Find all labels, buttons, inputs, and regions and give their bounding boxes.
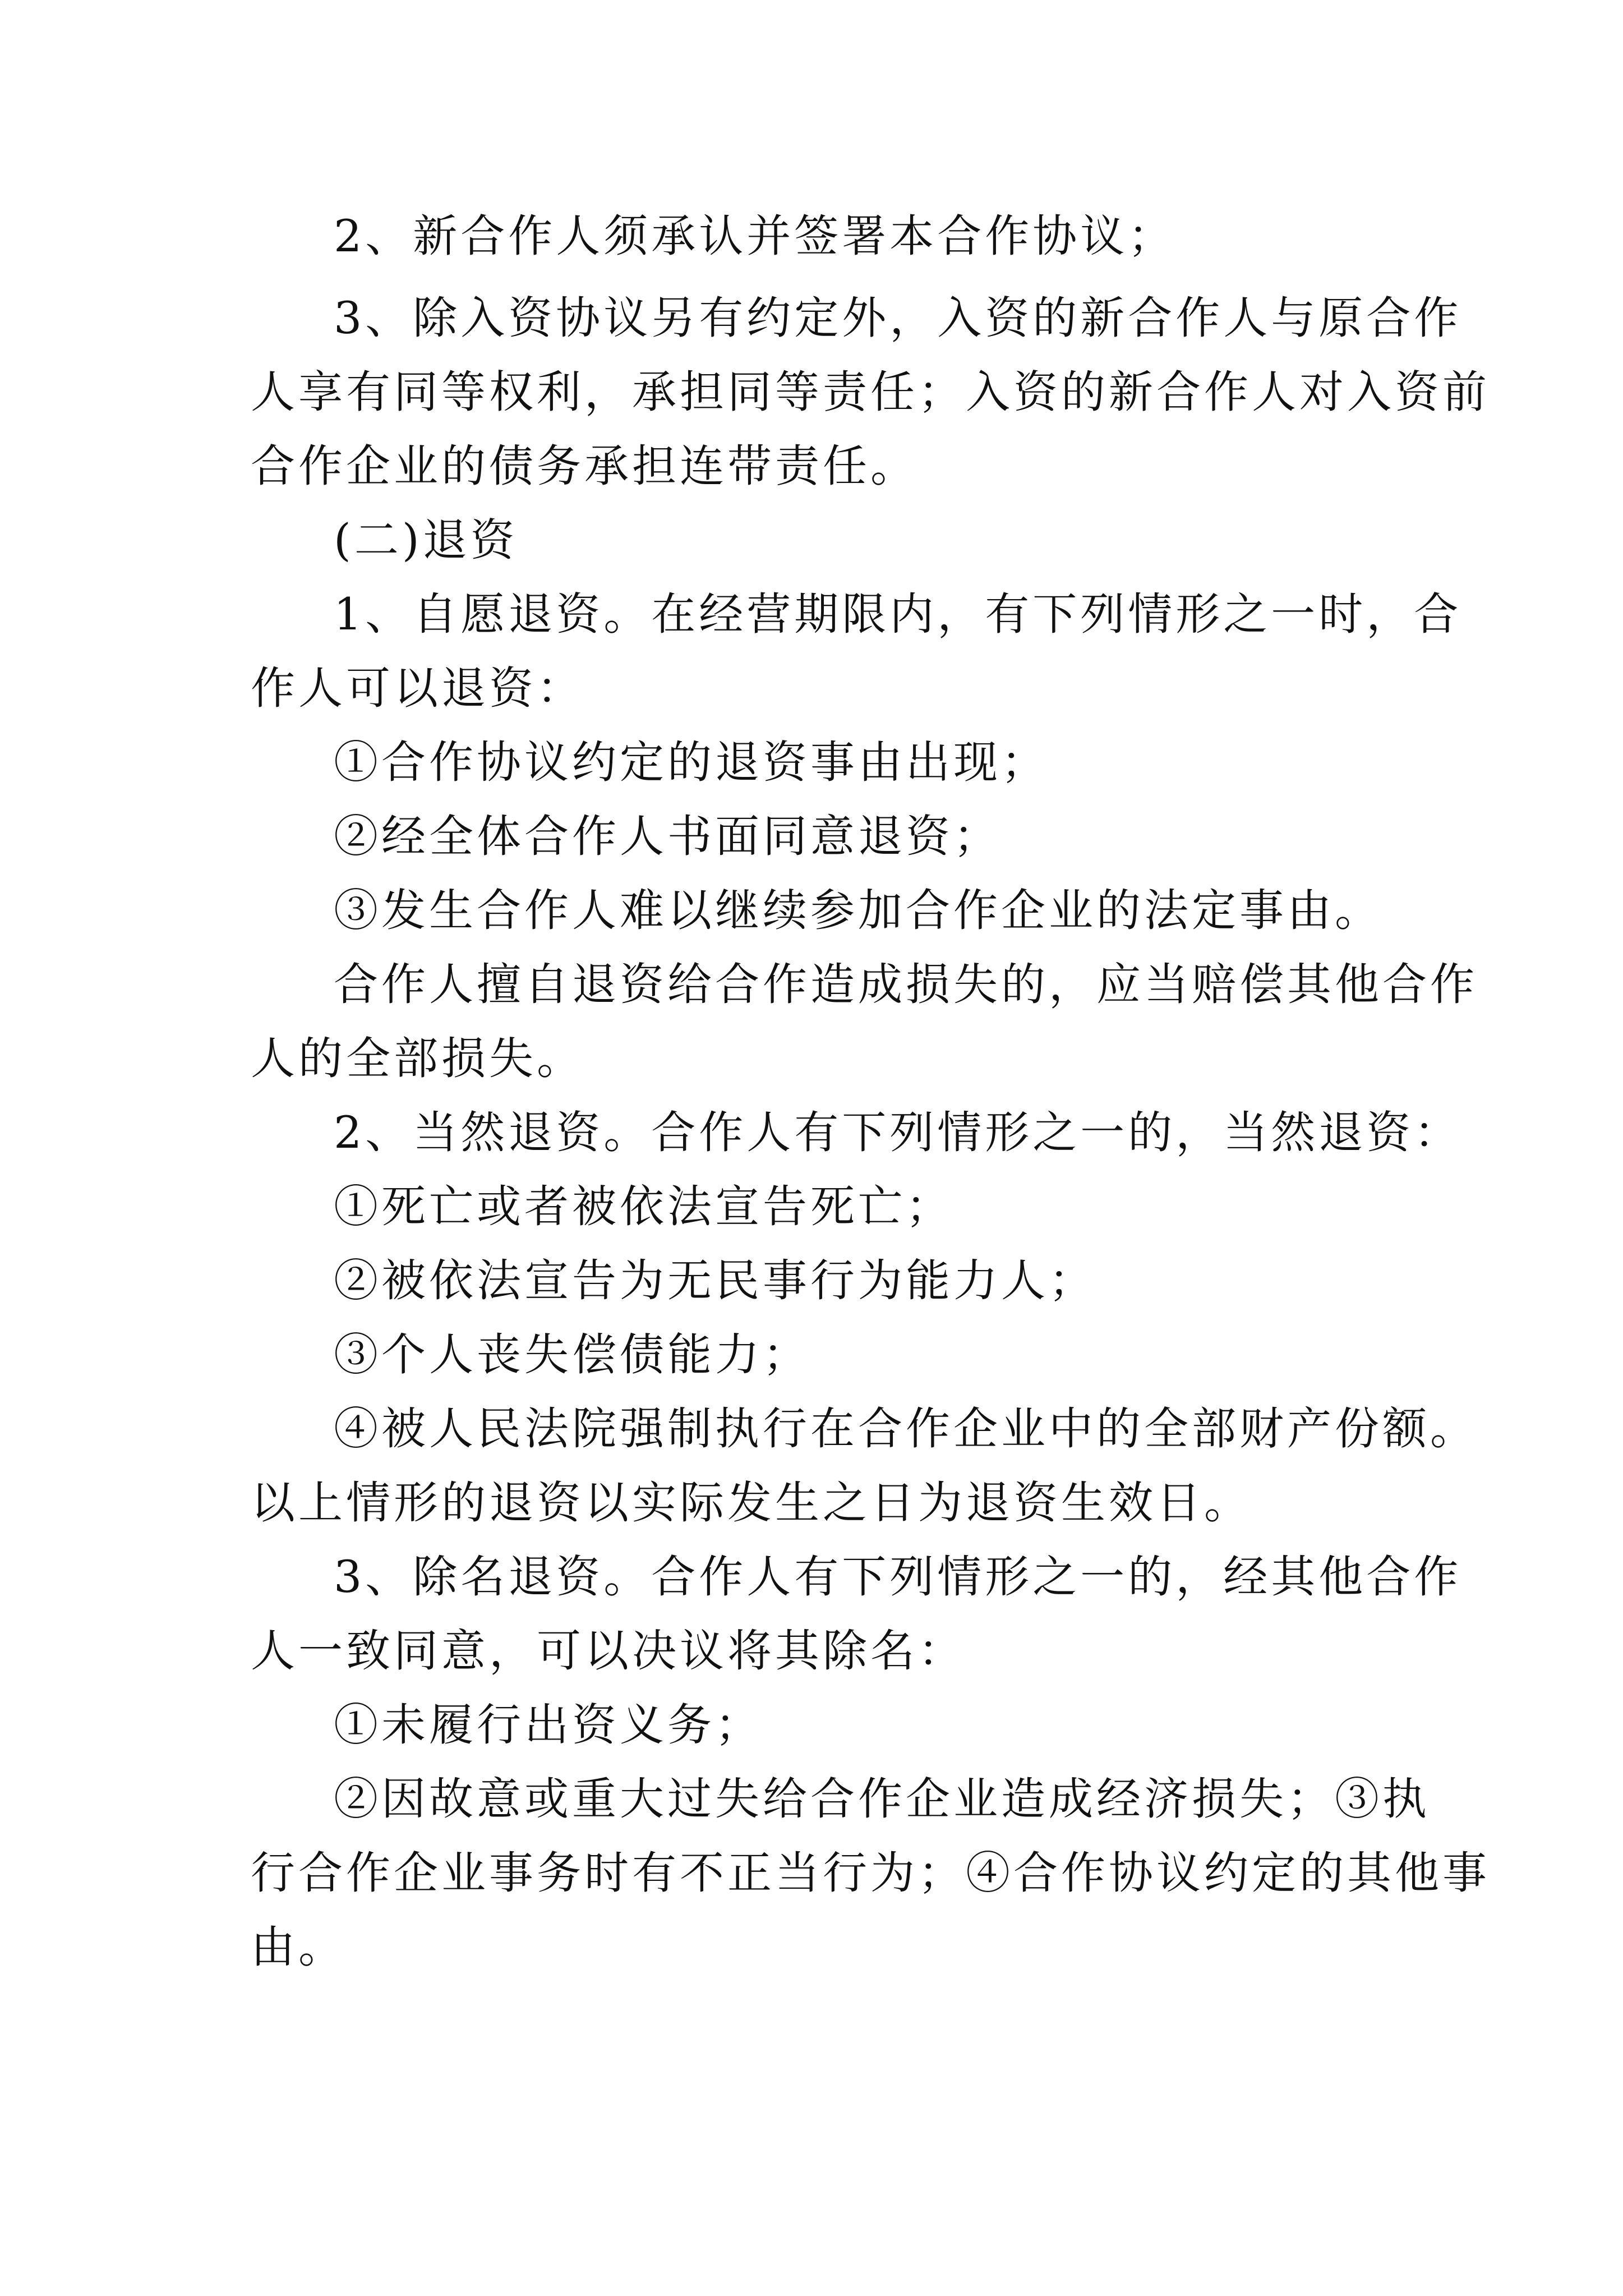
paragraph-line: 人一致同意，可以决议将其除名：	[251, 1625, 966, 1677]
paragraph-line: 行合作企业事务时有不正当行为；④合作协议约定的其他事	[251, 1847, 1490, 1899]
list-item: ①合作协议约定的退资事由出现；	[334, 737, 1049, 788]
paragraph-line: 3、除名退资。合作人有下列情形之一的，经其他合作	[334, 1551, 1462, 1603]
document-body	[251, 199, 1490, 1984]
paragraph-line: 合作企业的债务承担连带责任。	[251, 440, 918, 492]
paragraph-line: 人享有同等权利，承担同等责任；入资的新合作人对入资前	[251, 366, 1490, 418]
list-item: ②经全体合作人书面同意退资；	[334, 811, 1001, 862]
list-item: ②被依法宣告为无民事行为能力人；	[334, 1255, 1096, 1306]
list-item: ①未履行出资义务；	[334, 1699, 763, 1751]
list-item: ①死亡或者被依法宣告死亡；	[334, 1181, 953, 1232]
section-heading: (二)退资	[334, 514, 518, 566]
paragraph-line: 人的全部损失。	[251, 1033, 584, 1084]
paragraph-line: 2、新合作人须承认并签署本合作协议；	[334, 210, 1176, 262]
paragraph-line: 合作人擅自退资给合作造成损失的，应当赔偿其他合作	[334, 959, 1478, 1010]
paragraph-line: 1、自愿退资。在经营期限内，有下列情形之一时，合	[334, 588, 1462, 640]
paragraph-line: 作人可以退资：	[251, 662, 584, 714]
paragraph-line: 2、当然退资。合作人有下列情形之一的，当然退资：	[334, 1107, 1462, 1158]
list-item: ②因故意或重大过失给合作企业造成经济损失；③执	[334, 1773, 1430, 1825]
paragraph-line: 以上情形的退资以实际发生之日为退资生效日。	[251, 1477, 1252, 1529]
paragraph-line: 3、除入资协议另有约定外，入资的新合作人与原合作	[334, 292, 1462, 344]
list-item: ④被人民法院强制执行在合作企业中的全部财产份额。	[334, 1403, 1478, 1455]
list-item: ③个人丧失偿债能力；	[334, 1329, 810, 1381]
paragraph-line: 由。	[251, 1921, 346, 1973]
list-item: ③发生合作人难以继续参加合作企业的法定事由。	[334, 885, 1382, 936]
